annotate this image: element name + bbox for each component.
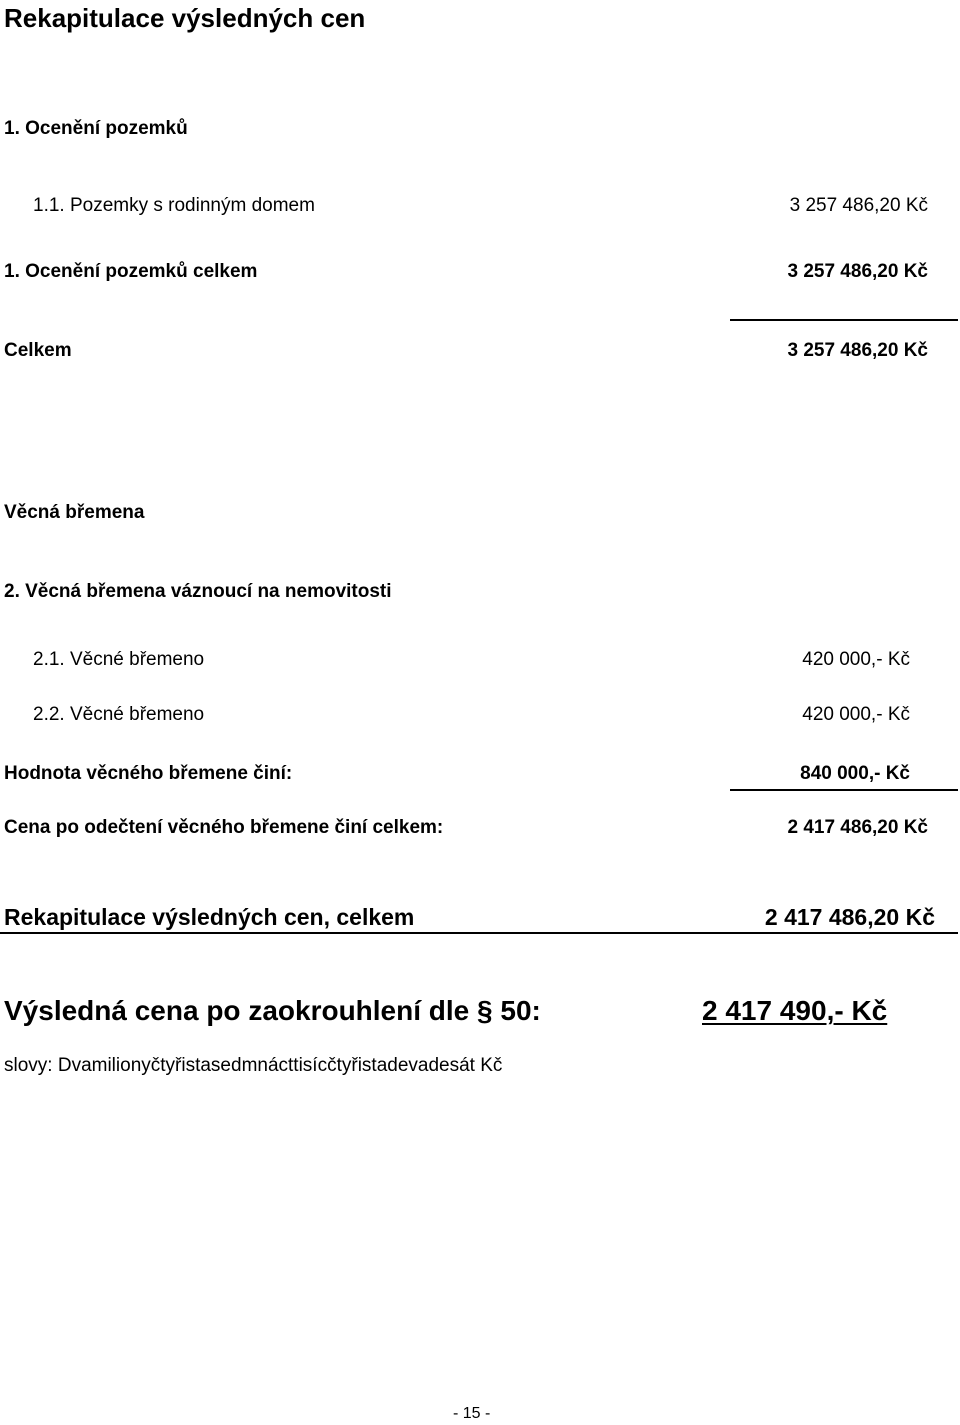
page-number: - 15 - [453, 1405, 491, 1422]
final-price-value: 2 417 490,- Kč [702, 995, 888, 1026]
summary-value: 2 417 486,20 Kč [764, 904, 935, 930]
price-in-words: slovy: Dvamilionyčtyřistasedmnácttisícčtyřistadevadesát Kč [4, 1055, 503, 1076]
land-item-value: 3 257 486,20 Kč [789, 195, 928, 216]
after-easement-amount: 2 417 486,20 Kč [787, 817, 928, 838]
land-total-label: 1. Ocenění pozemků celkem [4, 261, 258, 282]
summary-label: Rekapitulace výsledných cen, celkem [4, 904, 415, 930]
easement-value-label: Hodnota věcného břemene činí: [4, 763, 293, 784]
easement-item-label: 2.2. Věcné břemeno [33, 704, 205, 725]
page-title: Rekapitulace výsledných cen [4, 3, 366, 33]
easement-separator [730, 789, 958, 791]
final-price-label: Výsledná cena po zaokrouhlení dle § 50: [4, 995, 541, 1026]
land-total-value: 3 257 486,20 Kč [787, 261, 928, 282]
easement-item-label: 2.1. Věcné břemeno [33, 649, 205, 670]
easement-value-amount: 840 000,- Kč [800, 763, 910, 784]
easement-item-value: 420 000,- Kč [802, 649, 910, 670]
land-heading: 1. Ocenění pozemků [4, 118, 188, 139]
after-easement-label: Cena po odečtení věcného břemene činí celkem: [4, 817, 444, 838]
celkem-value: 3 257 486,20 Kč [787, 340, 928, 361]
celkem-separator [730, 319, 958, 321]
easements-heading: Věcná břemena [4, 502, 145, 523]
easements-subheading: 2. Věcná břemena váznoucí na nemovitosti [4, 581, 392, 602]
summary-underline [0, 932, 958, 934]
celkem-label: Celkem [4, 340, 72, 361]
land-item-label: 1.1. Pozemky s rodinným domem [33, 195, 315, 216]
easement-item-value: 420 000,- Kč [802, 704, 910, 725]
